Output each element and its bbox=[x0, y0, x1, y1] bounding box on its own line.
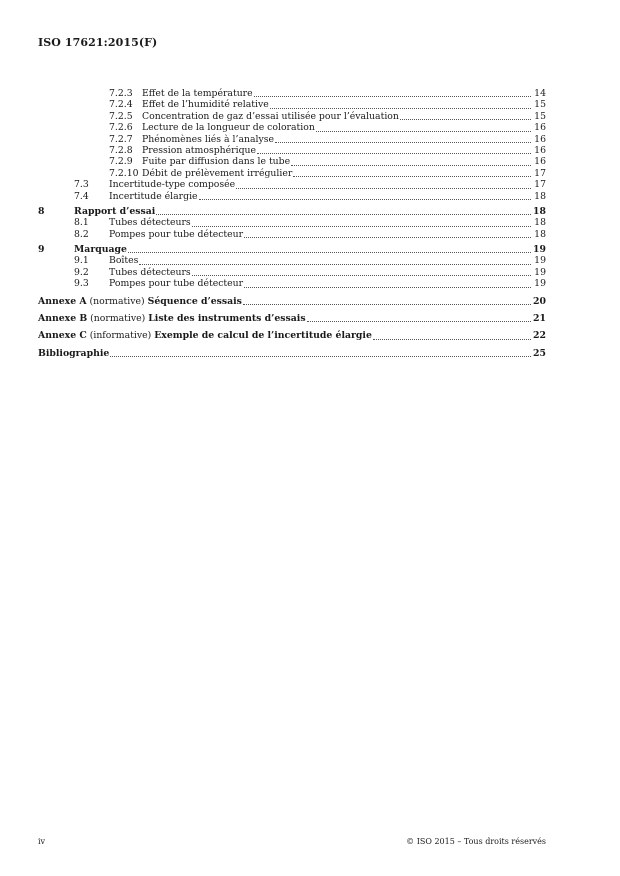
toc-entry-9-1[interactable] bbox=[38, 255, 546, 266]
toc-entry-page: 19 bbox=[534, 278, 546, 290]
dot-leader bbox=[293, 175, 531, 177]
toc-entry-page: 16 bbox=[534, 122, 546, 134]
toc-entry-page: 19 bbox=[533, 244, 546, 256]
dot-leader bbox=[244, 286, 531, 288]
annex-label: Annexe C bbox=[38, 330, 87, 342]
dot-leader bbox=[257, 152, 531, 154]
toc-entry-7-3[interactable] bbox=[38, 179, 546, 190]
annex-title: Liste des instruments d’essais bbox=[148, 313, 306, 325]
toc-entry-title: Fuite par diffusion dans le tube bbox=[142, 156, 291, 168]
toc-annex-b[interactable] bbox=[38, 313, 546, 324]
dot-leader bbox=[236, 187, 531, 189]
toc-entry-7-2-9[interactable] bbox=[38, 156, 546, 167]
toc-entry-7-2-10[interactable] bbox=[38, 168, 546, 179]
page-footer bbox=[38, 837, 546, 846]
table-of-contents bbox=[38, 88, 546, 359]
annex-title: Exemple de calcul de l’incertitude élargie bbox=[154, 330, 372, 342]
toc-entry-number: 7.2.4 bbox=[109, 99, 133, 111]
toc-entry-9-3[interactable] bbox=[38, 278, 546, 289]
toc-entry-title: Pompes pour tube détecteur bbox=[109, 278, 244, 290]
dot-leader bbox=[139, 263, 531, 265]
toc-entry-number: 7.2.10 bbox=[109, 167, 139, 179]
toc-entry-title: Marquage bbox=[74, 244, 127, 256]
toc-entry-title: Boîtes bbox=[109, 255, 139, 267]
dot-leader bbox=[199, 198, 531, 200]
toc-annex-a[interactable] bbox=[38, 296, 546, 307]
dot-leader bbox=[244, 236, 531, 238]
toc-entry-title: Incertitude-type composée bbox=[109, 179, 236, 191]
dot-leader bbox=[192, 225, 531, 227]
toc-entry-page: 19 bbox=[534, 255, 546, 267]
toc-section-8[interactable] bbox=[38, 206, 546, 217]
document-header: ISO 17621:2015(F) bbox=[38, 36, 158, 49]
toc-entry-7-2-5[interactable] bbox=[38, 111, 546, 122]
toc-entry-number: 7.2.9 bbox=[109, 156, 133, 168]
dot-leader bbox=[307, 320, 531, 322]
toc-entry-page: 17 bbox=[534, 167, 546, 179]
toc-entry-number: 9.1 bbox=[74, 255, 89, 267]
annex-type: (normative) bbox=[90, 313, 146, 325]
toc-entry-title: Débit de prélèvement irrégulier bbox=[142, 167, 293, 179]
toc-entry-number: 7.2.5 bbox=[109, 110, 133, 122]
toc-entry-number: 8.2 bbox=[74, 228, 89, 240]
toc-entry-page: 16 bbox=[534, 156, 546, 168]
toc-entry-page: 17 bbox=[534, 179, 546, 191]
toc-entry-7-4[interactable] bbox=[38, 191, 546, 202]
annex-label: Annexe A bbox=[38, 295, 87, 307]
toc-entry-page: 25 bbox=[533, 347, 546, 359]
annex-type: (informative) bbox=[89, 330, 152, 342]
toc-entry-title: Concentration de gaz d’essai utilisée pour l’évaluation bbox=[142, 110, 399, 122]
toc-bibliography[interactable] bbox=[38, 348, 546, 359]
toc-entry-title: Bibliographie bbox=[38, 347, 110, 359]
toc-entry-title: Lecture de la longueur de coloration bbox=[142, 122, 315, 134]
toc-entry-number: 8 bbox=[38, 205, 45, 217]
toc-entry-7-2-4[interactable] bbox=[38, 99, 546, 110]
toc-entry-page: 15 bbox=[534, 99, 546, 111]
annex-type: (normative) bbox=[89, 295, 145, 307]
toc-entry-title: Tubes détecteurs bbox=[109, 217, 191, 229]
toc-entry-number: 7.2.7 bbox=[109, 133, 133, 145]
page-number: iv bbox=[38, 837, 46, 846]
toc-entry-number: 7.2.3 bbox=[109, 87, 133, 99]
toc-entry-number: 9.3 bbox=[74, 278, 89, 290]
toc-entry-number: 9.2 bbox=[74, 266, 89, 278]
toc-entry-number: 7.2.6 bbox=[109, 122, 133, 134]
annex-title: Séquence d’essais bbox=[147, 295, 242, 307]
toc-entry-page: 18 bbox=[534, 228, 546, 240]
toc-entry-page: 15 bbox=[534, 110, 546, 122]
toc-entry-title: Pompes pour tube détecteur bbox=[109, 228, 244, 240]
toc-entry-number: 7.3 bbox=[74, 179, 89, 191]
toc-entry-9-2[interactable] bbox=[38, 267, 546, 278]
toc-entry-number: 7.4 bbox=[74, 190, 89, 202]
dot-leader bbox=[128, 251, 531, 253]
toc-section-9[interactable] bbox=[38, 244, 546, 255]
toc-entry-title: Phénomènes liés à l’analyse bbox=[142, 133, 275, 145]
dot-leader bbox=[243, 303, 531, 305]
toc-entry-title: Tubes détecteurs bbox=[109, 266, 191, 278]
dot-leader bbox=[291, 164, 531, 166]
dot-leader bbox=[373, 338, 531, 340]
toc-entry-page: 18 bbox=[534, 190, 546, 202]
toc-entry-7-2-8[interactable] bbox=[38, 145, 546, 156]
dot-leader bbox=[275, 141, 531, 143]
toc-entry-title: Effet de la température bbox=[142, 87, 253, 99]
dot-leader bbox=[316, 130, 531, 132]
dot-leader bbox=[110, 355, 531, 357]
dot-leader bbox=[156, 213, 531, 215]
toc-entry-title: Effet de l’humidité relative bbox=[142, 99, 269, 111]
toc-entry-page: 18 bbox=[533, 205, 546, 217]
toc-entry-page: 19 bbox=[534, 266, 546, 278]
toc-entry-number: 8.1 bbox=[74, 217, 89, 229]
toc-entry-7-2-3[interactable] bbox=[38, 88, 546, 99]
toc-entry-number: 9 bbox=[38, 244, 45, 256]
toc-entry-title: Incertitude élargie bbox=[109, 190, 198, 202]
toc-entry-8-1[interactable] bbox=[38, 217, 546, 228]
dot-leader bbox=[270, 107, 531, 109]
dot-leader bbox=[254, 95, 531, 97]
toc-entry-page: 16 bbox=[534, 144, 546, 156]
toc-annex-c[interactable] bbox=[38, 330, 546, 341]
toc-entry-7-2-7[interactable] bbox=[38, 134, 546, 145]
toc-entry-page: 18 bbox=[534, 217, 546, 229]
dot-leader bbox=[400, 118, 531, 120]
toc-entry-page: 16 bbox=[534, 133, 546, 145]
toc-entry-title: Pression atmosphérique bbox=[142, 144, 257, 156]
toc-entry-number: 7.2.8 bbox=[109, 144, 133, 156]
annex-label: Annexe B bbox=[38, 313, 88, 325]
toc-entry-page: 22 bbox=[533, 330, 546, 342]
dot-leader bbox=[192, 274, 531, 276]
toc-entry-page: 20 bbox=[533, 295, 546, 307]
toc-entry-7-2-6[interactable] bbox=[38, 122, 546, 133]
toc-entry-page: 14 bbox=[534, 87, 546, 99]
copyright-notice: © ISO 2015 – Tous droits réservés bbox=[406, 837, 546, 846]
toc-entry-8-2[interactable] bbox=[38, 229, 546, 240]
toc-entry-title: Rapport d’essai bbox=[74, 205, 156, 217]
toc-entry-page: 21 bbox=[533, 313, 546, 325]
